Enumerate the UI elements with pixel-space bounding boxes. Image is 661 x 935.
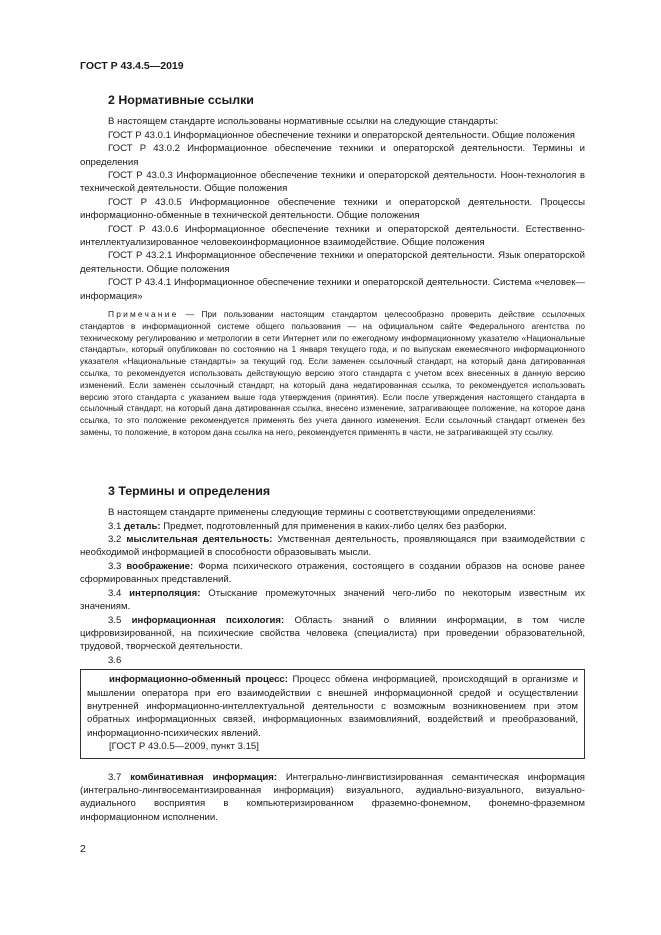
term-number: 3.7 [108,771,122,783]
term-definition: Область знаний о влиянии информации, в том числе цифровизированной, на психические свойства человека (специалиста) при проведении образовательной, трудовой, творческой деятельности. [80,614,586,653]
section-2-title: 2 Нормативные ссылки [108,93,254,107]
term-number: 3.4 [108,587,122,599]
term-definition: Отыскание промежуточных значений чего-либо по некоторым известным их значениям. [80,587,585,613]
term-name: информационная психология: [131,614,285,626]
reference-item: ГОСТ Р 43.2.1 Информационное обеспечение техники и операторской деятельности. Язык операторской деятельности. Общие положения [80,250,585,275]
reference-item: ГОСТ Р 43.0.6 Информационное обеспечение техники и операторской деятельности. Естественно-интеллектуализированное человекоинформационное взаимодействие. Общие положения [80,223,585,249]
term-definition: Процесс обмена информацией, происходящий в организме и мышлении оператора при его взаимодействии с внешней информационной средой и осуществлении внутренней информационно-интеллектуальной деятельности с возможным возникновением при этом обратных информационных связей, информационных взаимовлияний, воздействий и преобразований, информационно-психических явлений. [87,674,578,739]
term-name: информационно-обменный процесс: [109,674,288,686]
term-number: 3.5 [108,614,122,626]
term-name: интерполяция: [129,587,201,599]
term-3-6 [87,673,578,740]
page-content [80,86,585,824]
page-number: 2 [80,843,86,855]
reference-item: ГОСТ Р 43.0.5 Информационное обеспечение техники и операторской деятельности. Процессы информационно-обменные в технической деятельности. Общие положения [80,196,585,222]
term-3-6-box [80,669,585,758]
page-header: ГОСТ Р 43.4.5—2019 [80,60,184,72]
term-3-5 [80,614,585,654]
reference-item: ГОСТ Р 43.0.1 Информационное обеспечение техники и операторской деятельности. Общие положения [108,129,575,141]
note-label: Примечание [108,309,179,320]
term-definition: Форма психического отражения, состоящего в создании образов на основе ранее сформированных представлений. [80,560,585,586]
term-3-3 [80,560,585,587]
reference-item: ГОСТ Р 43.0.2 Информационное обеспечение техники и операторской деятельности. Термины и определения [80,143,585,168]
note-text: — При пользовании настоящим стандартом целесообразно проверить действие ссылочных стандартов в информационной системе общего пользования — на официальном сайте Федерального агентства по техническому регулированию и метрологии в сети Интернет или по ежегодному информационному указателю «Национальные стандарты», который опубликован по состоянию на 1 января текущего года, и по выпускам ежемесячного информационного указателя «Национальные стандарты» за текущий год. Если заменен ссылочный стандарт, на который дана датированная ссылка, то рекомендуется использовать действующую версию этого стандарта с учетом всех внесенных в данную версию изменений. Если заменен ссылочный стандарт, на который дана недатированная ссылка, то рекомендуется использовать версию этого стандарта с указанием выше года утверждения (принятия). Если после утверждения настоящего стандарта в ссылочный стандарт, на который дана датированная ссылка, внесено изменение, затрагивающее положение, на которое дана ссылка, то это положение рекомендуется применять без учета данного изменения. Если ссылочный стандарт отменен без замены, то положение, в котором дана ссылка на него, рекомендуется применять в части, не затрагивающей эту ссылку. [80,309,585,438]
section-3-intro: В настоящем стандарте применены следующие термины с соответствующими определениями: [108,507,536,519]
term-number: 3.3 [108,560,122,572]
reference-item: ГОСТ Р 43.0.3 Информационное обеспечение техники и операторской деятельности. Ноон-технология в технической деятельности. Общие положения [80,170,585,195]
term-source: [ГОСТ Р 43.0.5—2009, пункт 3.15] [109,741,259,753]
term-name: комбинативная информация: [130,771,278,783]
section-2-intro: В настоящем стандарте использованы нормативные ссылки на следующие стандарты: [108,116,499,128]
section-3-title: 3 Термины и определения [108,483,271,498]
term-number: 3.1 [108,520,122,532]
reference-item: ГОСТ Р 43.4.1 Информационное обеспечение техники и операторской деятельности. Система «человек—информация» [80,277,585,302]
term-definition: Предмет, подготовленный для применения в каких-либо целях без разборки. [160,520,507,532]
term-name: деталь: [124,520,161,532]
term-number: 3.2 [108,534,122,546]
term-definition: Умственная деятельность, проявляющаяся при взаимодействии с необходимой информацией в способности образовывать мысли. [80,534,586,559]
term-3-7 [80,771,585,825]
term-number-3-6: 3.6 [108,654,122,666]
term-name: воображение: [126,560,194,572]
term-3-1 [80,520,585,533]
term-3-2 [80,533,585,560]
term-definition: Интегрально-лингвистизированная семантическая информация (интегрально-лингвосемантизированная информация) визуального, аудиально-визуального, визуально-аудиального восприятия в компьютеризированном фраземно-фонемном, фонемно-фраземном информационном исполнении. [80,771,586,823]
term-name: мыслительная деятельность: [126,534,273,546]
note [80,309,585,439]
term-3-4 [80,587,585,614]
